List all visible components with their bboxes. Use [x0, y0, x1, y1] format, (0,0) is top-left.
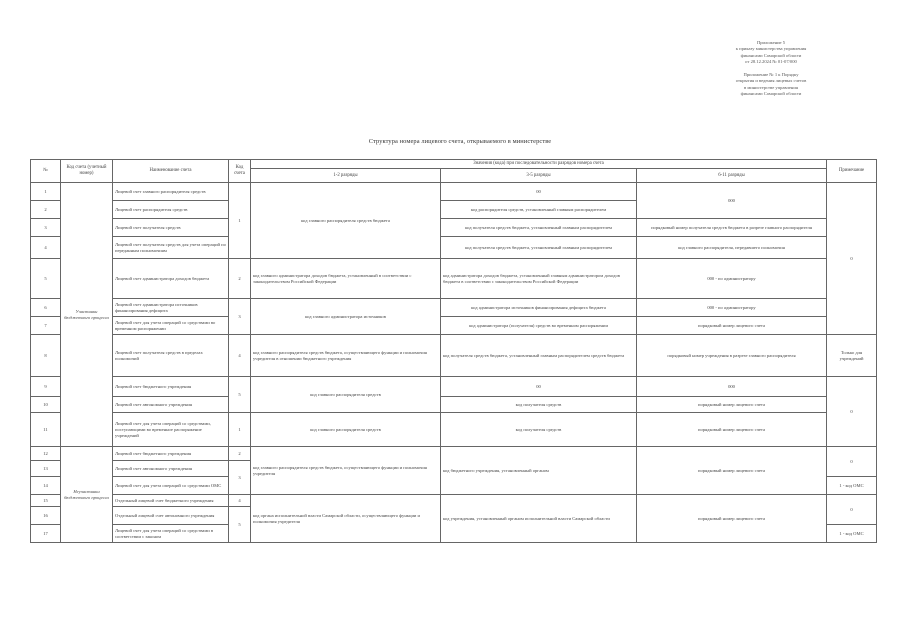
- note: 0: [827, 183, 877, 335]
- digits-3-5: код получателя средств бюджета, установленный главным распорядителем: [441, 237, 637, 259]
- account-code: 5: [229, 507, 251, 543]
- row-number: 1: [31, 183, 61, 201]
- note: 1 - код ОМС: [827, 525, 877, 543]
- note: 1 - код ОМС: [827, 477, 877, 495]
- account-code: 1: [229, 183, 251, 259]
- col-header-num: №: [31, 160, 61, 183]
- account-name: Лицевой счет администратора доходов бюджета: [113, 259, 229, 299]
- digits-3-5: код получателя средств: [441, 413, 637, 447]
- col-header-section: Код счета (учетный номер): [61, 160, 113, 183]
- digits-1-2: код главного распорядителя средств бюджета, осуществляющего функции и полномочия учредителя в отношении бюджетного учреждения: [251, 335, 441, 377]
- approval-reference: [716, 72, 826, 98]
- table-row: [31, 413, 877, 447]
- account-code: 3: [229, 461, 251, 495]
- col-header-d611: 6-11 разряды: [637, 169, 827, 183]
- row-number: 5: [31, 259, 61, 299]
- digits-3-5: код учреждения, установленный органом исполнительной власти Самарской области: [441, 495, 637, 543]
- account-structure-table: [30, 159, 877, 543]
- row-number: 2: [31, 201, 61, 219]
- account-name: Лицевой счет главного распорядителя средств: [113, 183, 229, 201]
- digits-6-11: 000 - по администратору: [637, 259, 827, 299]
- digits-1-2: код главного распорядителя средств бюджета, осуществляющего функции и полномочия учредителя: [251, 447, 441, 495]
- digits-6-11: 000: [637, 377, 827, 397]
- digits-1-2: код главного администратора источников: [251, 299, 441, 335]
- table-row: [31, 259, 877, 299]
- account-name: Лицевой счет распорядителя средств: [113, 201, 229, 219]
- account-name: Лицевой счет для учета операций со средствами во временном распоряжении: [113, 317, 229, 335]
- col-header-group: Значения (кода) при последовательности разрядов номера счета: [251, 160, 827, 169]
- row-number: 7: [31, 317, 61, 335]
- col-header-account-name: Наименование счета: [113, 160, 229, 183]
- digits-6-11: порядковый номер лицевого счета: [637, 413, 827, 447]
- table-row: [31, 317, 877, 335]
- account-code: 1: [229, 413, 251, 447]
- digits-6-11: порядковый номер лицевого счета: [637, 495, 827, 543]
- account-name: Лицевой счет администратора источников финансирования дефицита: [113, 299, 229, 317]
- row-number: 4: [31, 237, 61, 259]
- col-header-d35: 3-5 разряды: [441, 169, 637, 183]
- digits-6-11: порядковый номер лицевого счета: [637, 317, 827, 335]
- section-label-non-participants: Неучастники бюджетного процесса: [61, 447, 113, 543]
- note: 0: [827, 447, 877, 477]
- note: 0: [827, 377, 877, 447]
- table-row: [31, 447, 877, 461]
- table-row: [31, 219, 877, 237]
- account-name: Лицевой счет бюджетного учреждения: [113, 447, 229, 461]
- digits-3-5: код администратора доходов бюджета, установленный главным администратором доходов бюджета в соответствии с законодательством Российской Федерации: [441, 259, 637, 299]
- digits-3-5: 00: [441, 183, 637, 201]
- row-number: 8: [31, 335, 61, 377]
- account-name: Отдельный лицевой счет автономного учреждения: [113, 507, 229, 525]
- digits-6-11: порядковый номер получателя средств бюджета в разрезе главного распорядителя: [637, 219, 827, 237]
- table-row: [31, 377, 877, 397]
- section-label-participants: Участники бюджетного процесса: [61, 183, 113, 447]
- row-number: 13: [31, 461, 61, 477]
- row-number: 11: [31, 413, 61, 447]
- row-number: 15: [31, 495, 61, 507]
- table-row: [31, 495, 877, 507]
- account-name: Лицевой счет получателя средств в пределах полномочий: [113, 335, 229, 377]
- row-number: 16: [31, 507, 61, 525]
- approval-line: Приложение № 1 к Порядку: [743, 72, 799, 77]
- account-name: Лицевой счет для учета операций со средствами, поступающими во временное распоряжение учреждений: [113, 413, 229, 447]
- account-name: Лицевой счет для учета операций со средствами ОМС: [113, 477, 229, 495]
- digits-3-5: код получателя средств бюджета, установленный главным распорядителем средств бюджета: [441, 335, 637, 377]
- account-name: Лицевой счет получателя средств: [113, 219, 229, 237]
- digits-3-5: код получателя средств бюджета, установленный главным распорядителем: [441, 219, 637, 237]
- col-header-note: Примечание: [827, 160, 877, 183]
- digits-3-5: 00: [441, 377, 637, 397]
- digits-1-2: код органа исполнительной власти Самарской области, осуществляющего функции и полномочия учредителя: [251, 495, 441, 543]
- approval-line: финансами Самарской области: [740, 91, 802, 97]
- account-name: Лицевой счет для учета операций со средствами в соответствии с законом: [113, 525, 229, 543]
- digits-3-5: код бюджетного учреждения, установленный органом: [441, 447, 637, 495]
- digits-6-11: порядковый номер лицевого счета: [637, 447, 827, 495]
- row-number: 14: [31, 477, 61, 495]
- table-header-row: [31, 160, 877, 169]
- row-number: 9: [31, 377, 61, 397]
- table-row: [31, 335, 877, 377]
- approval-line: открытия и ведения лицевых счетов: [735, 78, 807, 84]
- account-name: Лицевой счет автономного учреждения: [113, 397, 229, 413]
- table-row: [31, 237, 877, 259]
- note: Только для учреждений: [827, 335, 877, 377]
- account-code: 4: [229, 495, 251, 507]
- appendix-line: к приказу министерства управления: [735, 46, 807, 52]
- table-row: [31, 299, 877, 317]
- digits-6-11: порядковый номер учреждения в разрезе главного распорядителя: [637, 335, 827, 377]
- document-title: Структура номера лицевого счета, открываемого в министерстве: [368, 138, 552, 145]
- note: 0: [827, 495, 877, 525]
- account-name: Лицевой счет бюджетного учреждения: [113, 377, 229, 397]
- row-number: 6: [31, 299, 61, 317]
- digits-3-5: код распорядителя средств, установленный главным распорядителем: [441, 201, 637, 219]
- account-name: Лицевой счет автономного учреждения: [113, 461, 229, 477]
- account-code: 2: [229, 259, 251, 299]
- account-code: 2: [229, 447, 251, 461]
- table-row: [31, 397, 877, 413]
- digits-6-11: код главного распорядителя, передавшего полномочия: [637, 237, 827, 259]
- digits-6-11: 000 - по администратору: [637, 299, 827, 317]
- row-number: 3: [31, 219, 61, 237]
- col-header-d12: 1-2 разряды: [251, 169, 441, 183]
- account-code: 5: [229, 377, 251, 413]
- appendix-line: Приложение 5: [756, 40, 786, 45]
- row-number: 17: [31, 525, 61, 543]
- digits-3-5: код администратора (получателя) средств во временном распоряжении: [441, 317, 637, 335]
- col-header-code: Код счета: [229, 160, 251, 183]
- digits-1-2: код главного распорядителя средств: [251, 413, 441, 447]
- row-number: 10: [31, 397, 61, 413]
- approval-line: в министерстве управления: [744, 84, 798, 90]
- table-row: [31, 183, 877, 201]
- appendix-line: от 28.12.2024 № 01-07/000: [745, 59, 797, 65]
- appendix-reference: [716, 40, 826, 66]
- digits-6-11: порядковый номер лицевого счета: [637, 397, 827, 413]
- account-code: 3: [229, 299, 251, 335]
- digits-1-2: код главного распорядителя средств бюджета: [251, 183, 441, 259]
- account-name: Отдельный лицевой счет бюджетного учреждения: [113, 495, 229, 507]
- digits-6-11: 000: [637, 183, 827, 219]
- digits-1-2: код главного распорядителя средств: [251, 377, 441, 413]
- row-number: 12: [31, 447, 61, 461]
- account-name: Лицевой счет получателя средств для учета операций по переданным полномочиям: [113, 237, 229, 259]
- account-code: 4: [229, 335, 251, 377]
- digits-3-5: код администратора источников финансирования дефицита бюджета: [441, 299, 637, 317]
- appendix-line: финансами Самарской области: [740, 52, 802, 58]
- digits-3-5: код получателя средств: [441, 397, 637, 413]
- digits-1-2: код главного администратора доходов бюджета, установленный в соответствии с законодательством Российской Федерации: [251, 259, 441, 299]
